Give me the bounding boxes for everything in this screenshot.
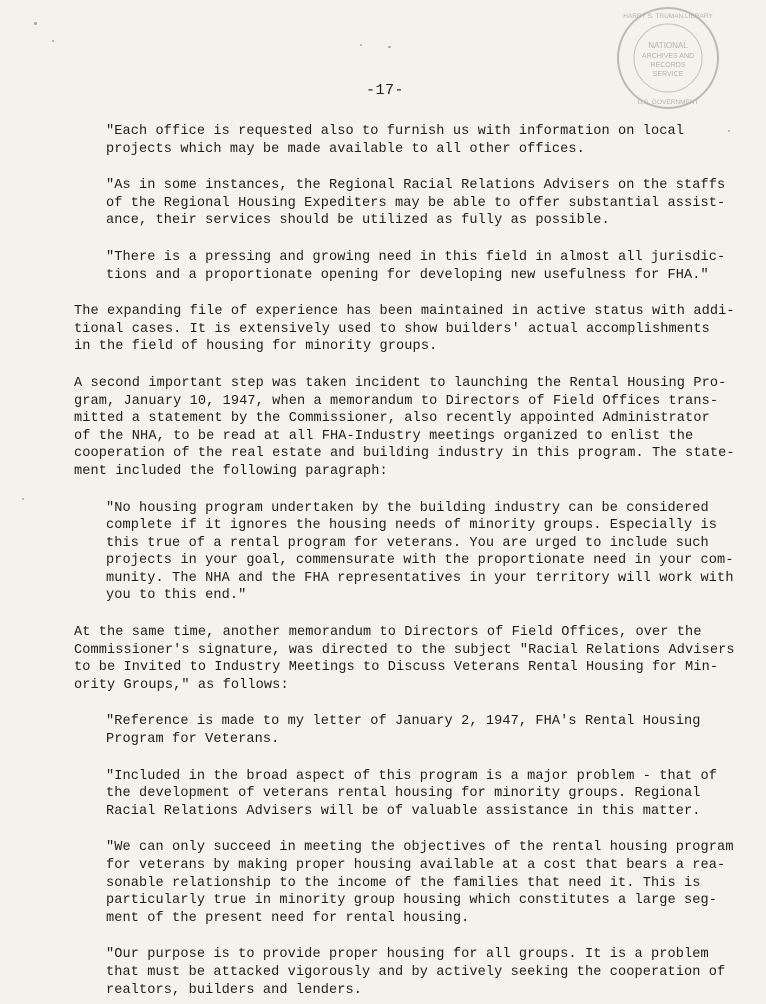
paragraph-quote: "As in some instances, the Regional Racial Relations Advisers on the staffs of the Regional Housing Expediters may be able to offer substantial assist- ance, their services should be utilized as fully as possible.: [106, 178, 726, 229]
stamp-line: NATIONAL: [648, 41, 688, 50]
paper-speck: [52, 40, 54, 42]
paper-speck: [22, 498, 24, 500]
library-stamp-icon: [614, 4, 722, 112]
paper-speck: [34, 22, 37, 25]
page-number: -17-: [366, 82, 405, 99]
paragraph-quote: "Reference is made to my letter of January 2, 1947, FHA's Rental Housing Program for Veterans.: [106, 714, 701, 748]
paragraph-quote: "Our purpose is to provide proper housing for all groups. It is a problem that must be attacked vigorously and by actively seeking the cooperation of realtors, builders and lenders.: [106, 947, 726, 998]
paragraph: A second important step was taken incident to launching the Rental Housing Pro- gram, January 10, 1947, when a memorandum to Directors of Field Offices trans- mitted a statement by the Commissioner, also recently appointed Administrator of the NHA, to be read at all FHA-Industry meetings organized to enlist the cooperation of the real estate and building industry in this program. The state- ment included the following paragraph:: [74, 375, 735, 479]
paper-speck: [360, 44, 362, 46]
paper-speck: [728, 130, 730, 132]
stamp-line: U.S. GOVERNMENT: [637, 99, 699, 106]
paragraph-quote: "There is a pressing and growing need in this field in almost all jurisdic- tions and a proportionate opening for developing new usefulness for FHA.": [106, 249, 726, 283]
document-body: [74, 123, 764, 1004]
paragraph: The expanding file of experience has been maintained in active status with addi- tional cases. It is extensively used to show builders' actual accomplishments in the field of housing for minority groups.: [74, 304, 735, 355]
stamp-line: SERVICE: [652, 71, 684, 78]
paragraph: At the same time, another memorandum to Directors of Field Offices, over the Commissioner's signature, was directed to the subject "Racial Relations Advisers to be Invited to Industry Meetings to Discuss Veterans Rental Housing for Min- ority Groups," as follows:: [74, 625, 735, 693]
stamp-line: RECORDS: [650, 62, 686, 69]
paragraph-quote: "Included in the broad aspect of this program is a major problem - that of the development of veterans rental housing for minority groups. Regional Racial Relations Advisers will be of valuable assistance in this matter.: [106, 768, 718, 819]
paragraph-quote: "No housing program undertaken by the building industry can be considered complete if it ignores the housing needs of minority groups. Especially is this true of a rental program for veterans. You are urged to include such projects in your goal, commensurate with the proportionate need in your com- munity. The NHA and the FHA representatives in your territory will work with you to this end.": [106, 500, 734, 604]
paragraph-quote: "Each office is requested also to furnish us with information on local projects which may be made available to all other offices.: [106, 124, 685, 157]
paragraph-quote: "We can only succeed in meeting the objectives of the rental housing program for veterans by making proper housing available at a cost that bears a rea- sonable relationship to the income of the families that need it. This is particularly true in minority group housing which constitutes a large seg- ment of the present need for rental housing.: [106, 840, 734, 926]
paper-speck: [388, 46, 391, 48]
stamp-line: HARRY S. TRUMAN LIBRARY: [623, 13, 713, 20]
stamp-line: ARCHIVES AND: [641, 53, 695, 60]
